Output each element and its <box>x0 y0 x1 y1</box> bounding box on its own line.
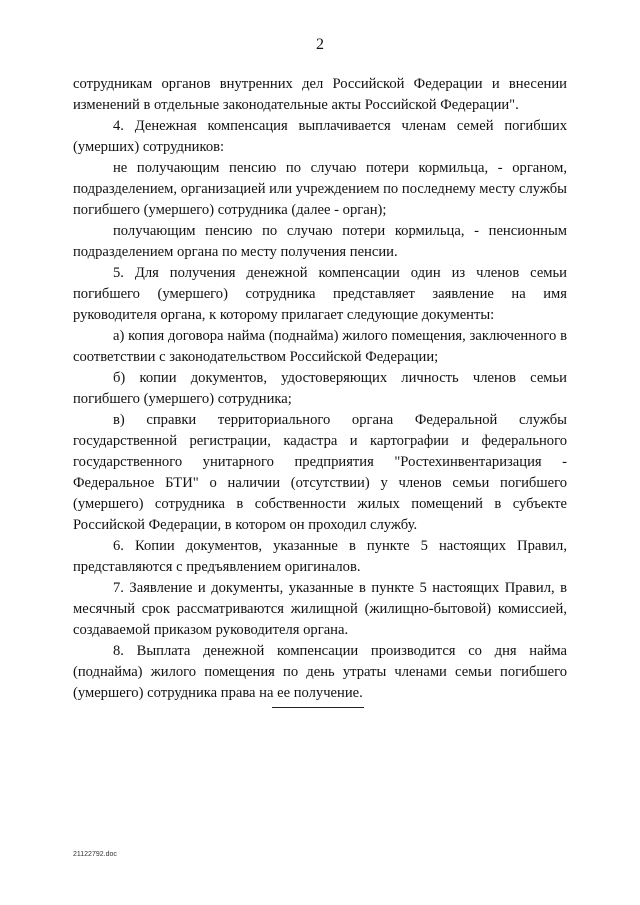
paragraph-item-6: 6. Копии документов, указанные в пункте 5 настоящих Правил, представляются с предъявлением оригиналов. <box>73 538 567 575</box>
paragraph-item-5-a: а) копия договора найма (поднайма) жилого помещения, заключенного в соответствии с законодательством Российской Федерации; <box>73 328 567 365</box>
paragraph-item-5-v: в) справки территориального органа Федеральной службы государственной регистрации, кадастра и картографии и федерального государственного унитарного предприятия "Ростехинвентаризация - Федеральное БТИ" о наличии (отсутствии) у членов семьи погибшего (умершего) сотрудника в собственности жилых помещений в субъекте Российской Федерации, в котором он проходил службу. <box>73 412 567 533</box>
paragraph-item-7: 7. Заявление и документы, указанные в пункте 5 настоящих Правил, в месячный срок рассматриваются жилищной (жилищно-бытовой) комиссией, создаваемой приказом руководителя органа. <box>73 580 567 638</box>
paragraph-item-5-b: б) копии документов, удостоверяющих личность членов семьи погибшего (умершего) сотрудника; <box>73 370 567 407</box>
paragraph-item-8: 8. Выплата денежной компенсации производится со дня найма (поднайма) жилого помещения по день утраты членами семьи погибшего (умершего) сотрудника права на ее получение. <box>73 643 567 701</box>
paragraph-item-4-sub-2: получающим пенсию по случаю потери кормильца, - пенсионным подразделением органа по месту получения пенсии. <box>73 223 567 260</box>
page-number: 2 <box>316 36 324 53</box>
document-file-code: 21122792.doc <box>73 851 117 858</box>
paragraph-continuation: сотрудникам органов внутренних дел Российской Федерации и внесении изменений в отдельные законодательные акты Российской Федерации". <box>73 76 567 113</box>
end-divider <box>272 707 364 708</box>
paragraph-item-4-sub-1: не получающим пенсию по случаю потери кормильца, - органом, подразделением, организацией или учреждением по последнему месту службы погибшего (умершего) сотрудника (далее - орган); <box>73 160 567 218</box>
document-body <box>73 74 567 704</box>
paragraph-item-5: 5. Для получения денежной компенсации один из членов семьи погибшего (умершего) сотрудника представляет заявление на имя руководителя органа, к которому прилагает следующие документы: <box>73 265 567 323</box>
paragraph-item-4: 4. Денежная компенсация выплачивается членам семей погибших (умерших) сотрудников: <box>73 118 567 155</box>
